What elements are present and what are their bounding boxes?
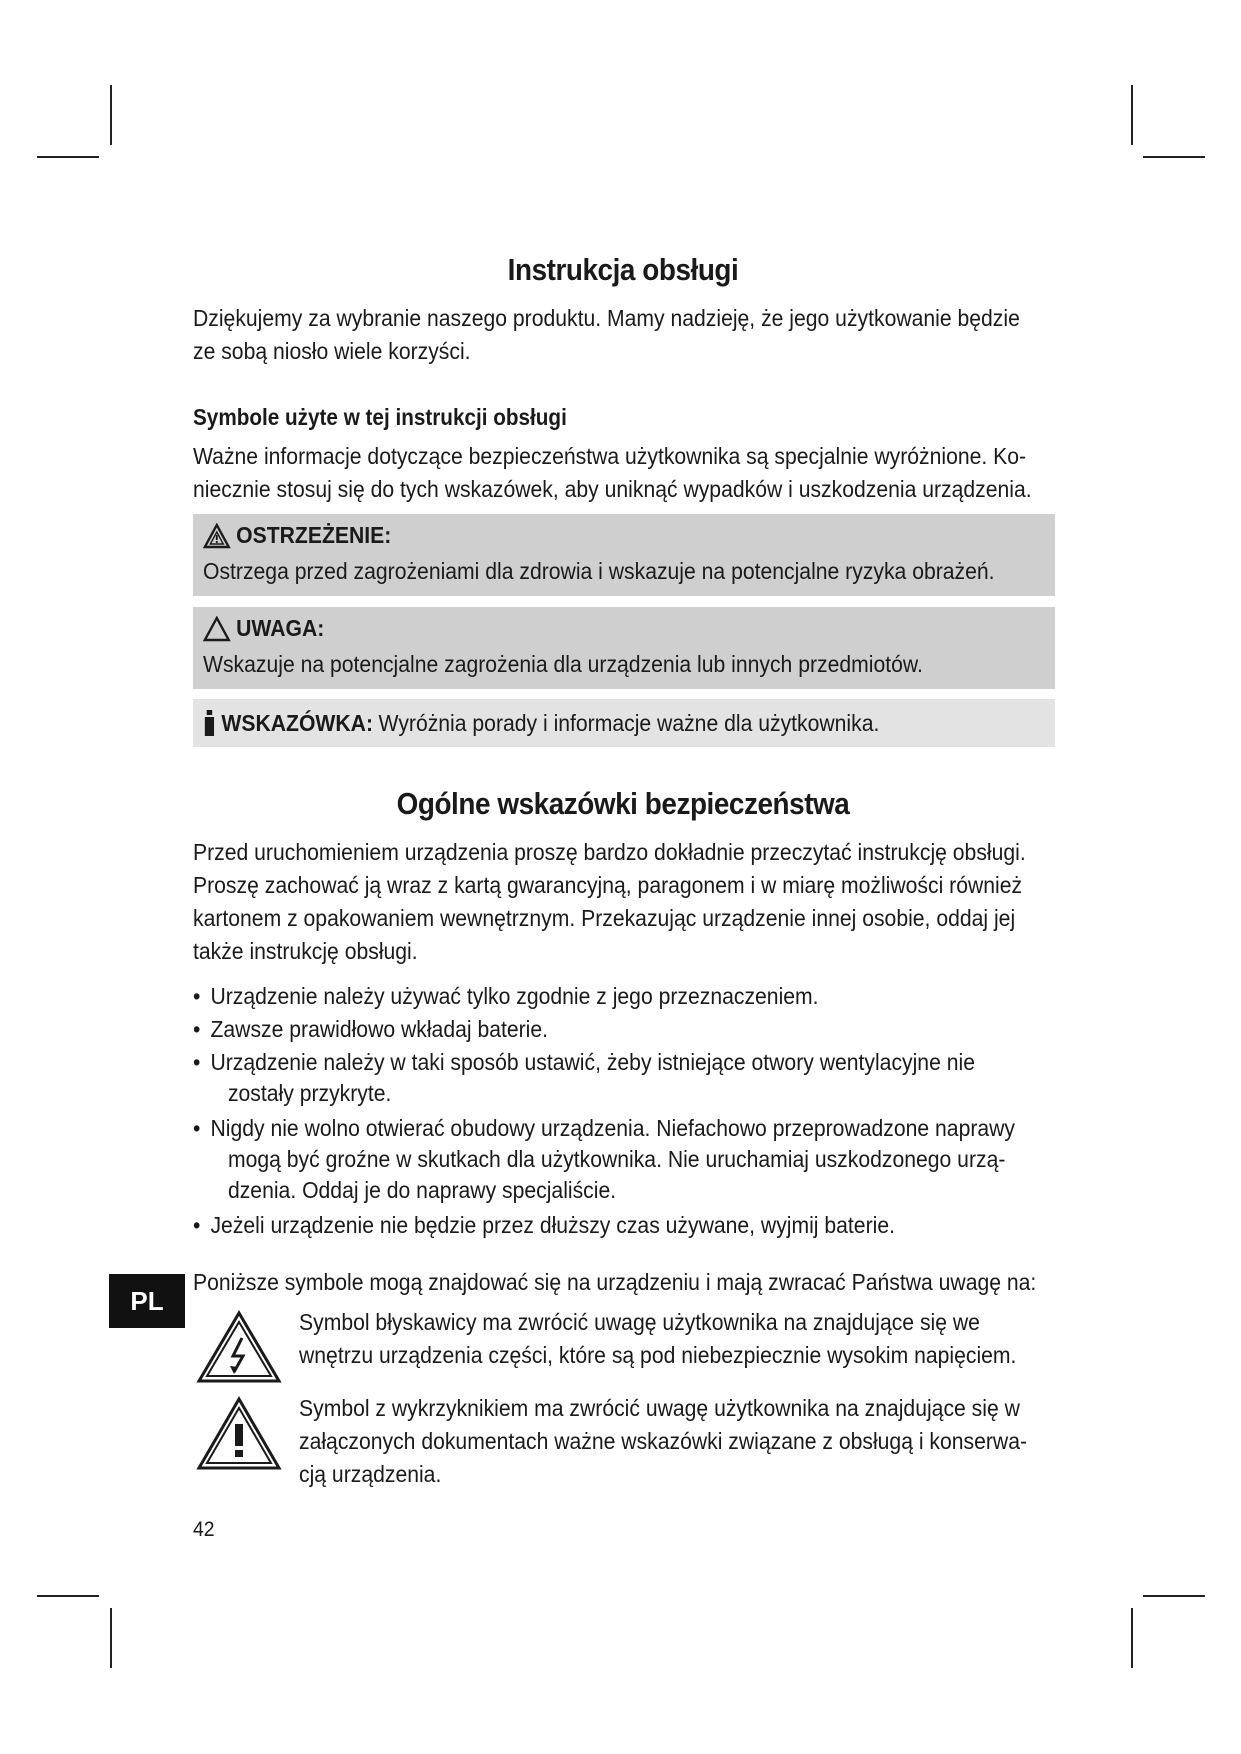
list-item: • Nigdy nie wolno otwierać obudowy urządzenia. Niefachowo przeprowadzone naprawy mogą być groźne w skutkach dla użytkownika. Nie uruchamiaj uszkodzonego urzą- dzenia. Oddaj je do naprawy specjaliście. (193, 1115, 1016, 1203)
text-line: niecznie stosuj się do tych wskazówek, aby uniknąć wypadków i uszkodzenia urządzenia. (193, 476, 1032, 502)
lightning-symbol-row (193, 1306, 1053, 1386)
text-line: ze sobą niosło wiele korzyści. (193, 338, 471, 364)
lightning-warning-icon (196, 1310, 282, 1384)
crop-mark (37, 156, 99, 158)
lightning-description (299, 1306, 1053, 1372)
caution-text: Wskazuje na potencjalne zagrożenia dla urządzenia lub innych przedmiotów. (203, 651, 923, 677)
language-tab: PL (109, 1274, 185, 1328)
crop-mark (1131, 85, 1133, 145)
crop-mark (110, 1608, 112, 1668)
list-item: • Urządzenie należy używać tylko zgodnie z jego przeznaczeniem. (193, 983, 819, 1009)
crop-mark (1131, 1608, 1133, 1668)
text-line: Przed uruchomieniem urządzenia proszę bardzo dokładnie przeczytać instrukcję obsługi. (193, 839, 1026, 865)
page-number: 42 (193, 1518, 215, 1541)
text-line: kartonem z opakowaniem wewnętrznym. Przekazując urządzenie innej osobie, oddaj jej (193, 905, 1016, 931)
thanks-paragraph (193, 302, 1053, 368)
warning-box (193, 514, 1055, 596)
text-line: załączonych dokumentach ważne wskazówki związane z obsługą i konserwa- (299, 1428, 1028, 1454)
note-box (193, 699, 1055, 747)
caution-triangle-icon (203, 616, 231, 642)
crop-mark (37, 1595, 99, 1597)
text-line: Dziękujemy za wybranie naszego produktu. Mamy nadzieję, że jego użytkowanie będzie (193, 305, 1020, 331)
text-line: Proszę zachować ją wraz z kartą gwarancyjną, paragonem i w miarę możliwości również (193, 872, 1023, 898)
note-label: WSKAZÓWKA: (221, 709, 374, 736)
text-line: wnętrzu urządzenia części, które są pod niebezpiecznie wysokim napięciem. (299, 1342, 1017, 1368)
caution-label: UWAGA: (236, 615, 325, 641)
text-line: cją urządzenia. (299, 1461, 442, 1487)
text-line: Symbol z wykrzyknikiem ma zwrócić uwagę użytkownika na znajdujące się w (299, 1395, 1020, 1421)
text-line: Symbol błyskawicy ma zwrócić uwagę użytkownika na znajdujące się we (299, 1309, 980, 1335)
list-item: • Urządzenie należy w taki sposób ustawić, żeby istniejące otwory wentylacyjne nie zostały przykryte. (193, 1049, 975, 1106)
exclamation-warning-icon (196, 1396, 282, 1472)
symbols-intro: Poniższe symbole mogą znajdować się na urządzeniu i mają zwracać Państwa uwagę na: (193, 1269, 1037, 1295)
safety-title: Ogólne wskazówki bezpieczeństwa (396, 786, 850, 821)
page-title: Instrukcja obsługi (507, 252, 739, 287)
warning-text: Ostrzega przed zagrożeniami dla zdrowia i wskazuje na potencjalne ryzyka obrażeń. (203, 558, 995, 584)
warning-label: OSTRZEŻENIE: (236, 522, 392, 548)
info-icon (203, 709, 216, 737)
list-item: • Jeżeli urządzenie nie będzie przez dłuższy czas używane, wyjmij baterie. (193, 1212, 895, 1238)
text-line: Ważne informacje dotyczące bezpieczeństwa użytkownika są specjalnie wyróżnione. Ko- (193, 443, 1027, 469)
crop-mark (1143, 156, 1205, 158)
list-item: • Zawsze prawidłowo wkładaj baterie. (193, 1016, 549, 1042)
warning-triangle-icon (203, 523, 231, 549)
text-line: także instrukcję obsługi. (193, 938, 418, 964)
crop-mark (1143, 1595, 1205, 1597)
safety-paragraph (193, 836, 1053, 968)
exclamation-description (299, 1392, 1053, 1491)
exclamation-symbol-row (193, 1392, 1053, 1502)
caution-box (193, 607, 1055, 689)
symbols-heading: Symbole użyte w tej instrukcji obsługi (193, 404, 567, 430)
note-text: Wyróżnia porady i informacje ważne dla użytkownika. (378, 709, 880, 736)
symbols-paragraph (193, 440, 1053, 506)
crop-mark (110, 85, 112, 145)
